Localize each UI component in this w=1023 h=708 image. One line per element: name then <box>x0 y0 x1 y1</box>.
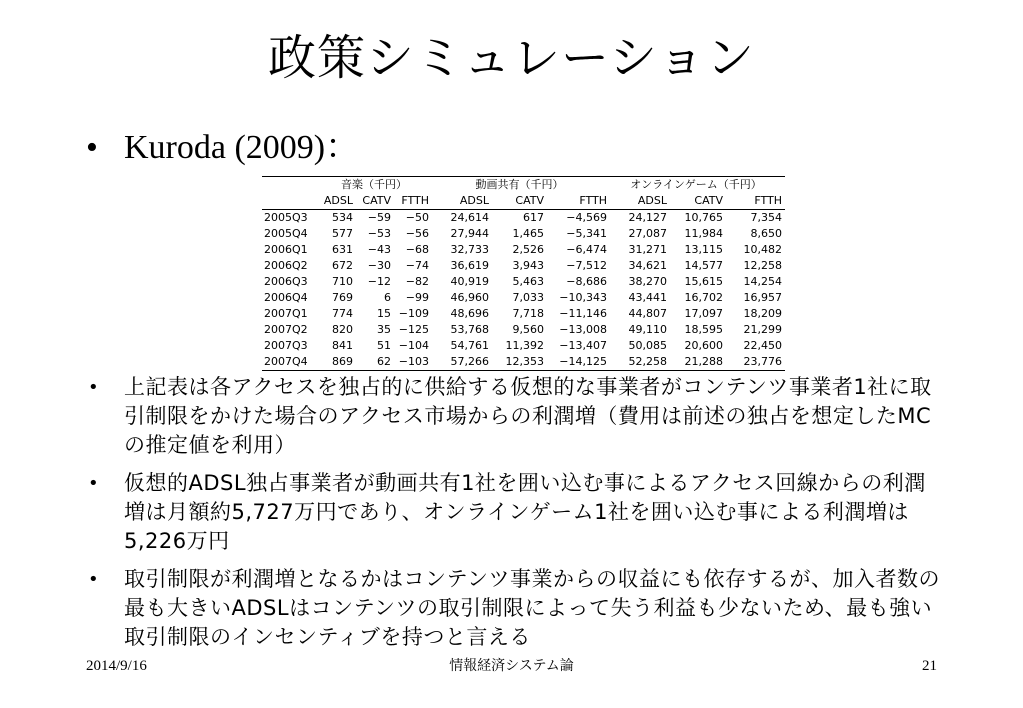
table-cell: 11,392 <box>505 339 544 352</box>
table-cell: 10,482 <box>743 243 782 256</box>
table-cell: −109 <box>398 307 429 320</box>
bullet-dot: • <box>88 569 100 590</box>
table-cell: 7,354 <box>750 211 782 224</box>
table-cell: 7,718 <box>512 307 544 320</box>
table-cell: −103 <box>394 354 432 371</box>
table-cell: 6 <box>384 291 391 304</box>
table-cell: −99 <box>405 291 429 304</box>
table-cell: −50 <box>405 211 429 224</box>
table-cell: −7,512 <box>566 259 607 272</box>
table-row <box>262 322 785 338</box>
table-group-header: オンラインゲーム（千円） <box>610 177 785 194</box>
table-cell: −10,343 <box>559 291 607 304</box>
table-cell: −8,686 <box>566 275 607 288</box>
table-cell: 769 <box>332 291 353 304</box>
table-cell: 22,450 <box>743 339 782 352</box>
footer-date: 2014/9/16 <box>86 658 147 674</box>
table-corner-cell <box>262 193 319 210</box>
table-column-header: FTTH <box>547 193 610 210</box>
table-group-header: 音楽（千円） <box>319 177 432 194</box>
table-column-header-row <box>262 193 785 210</box>
table-row-label: 2006Q1 <box>264 243 308 256</box>
table-cell: −59 <box>367 211 391 224</box>
table-cell: 46,960 <box>450 291 489 304</box>
table-cell: 820 <box>332 323 353 336</box>
table-cell: 27,087 <box>628 227 667 240</box>
table-cell: 43,441 <box>628 291 667 304</box>
table-cell: 38,270 <box>628 275 667 288</box>
table-cell: 54,761 <box>450 339 489 352</box>
table-cell: −14,125 <box>547 354 610 371</box>
table-cell: 53,768 <box>450 323 489 336</box>
table-cell: −11,146 <box>559 307 607 320</box>
table-cell: 50,085 <box>628 339 667 352</box>
table-column-header: ADSL <box>432 193 492 210</box>
table-row-label: 2005Q3 <box>264 211 308 224</box>
table-corner-cell <box>262 177 319 194</box>
table-cell: 841 <box>332 339 353 352</box>
bullet-item <box>86 469 946 556</box>
table-group-header-row <box>262 177 785 194</box>
table-cell: 631 <box>332 243 353 256</box>
table-cell: −56 <box>405 227 429 240</box>
table-row <box>262 210 785 227</box>
table-row <box>262 338 785 354</box>
table-row-label: 2007Q2 <box>264 323 308 336</box>
bullet-dot: • <box>88 377 100 398</box>
table-cell: 9,560 <box>512 323 544 336</box>
table-cell: 869 <box>319 354 356 371</box>
bullet-item <box>86 565 946 652</box>
bullet-item <box>86 373 946 460</box>
table-column-header: ADSL <box>610 193 670 210</box>
table-cell: 534 <box>332 211 353 224</box>
table-cell: 48,696 <box>450 307 489 320</box>
table-column-header: ADSL <box>319 193 356 210</box>
footer-page-number: 21 <box>922 658 937 674</box>
table-cell: 20,600 <box>684 339 723 352</box>
table-cell: 10,765 <box>684 211 723 224</box>
table-cell: 13,115 <box>684 243 723 256</box>
table-row-label: 2007Q3 <box>264 339 308 352</box>
table-cell: −104 <box>398 339 429 352</box>
table-cell: 12,258 <box>743 259 782 272</box>
table-cell: 32,733 <box>450 243 489 256</box>
footer-course-title: 情報経済システム論 <box>449 658 574 674</box>
results-table-grid <box>262 176 785 371</box>
table-cell: −13,407 <box>559 339 607 352</box>
bullet-text: 取引制限が利潤増となるかはコンテンツ事業からの収益にも依存するが、加入者数の最も大きいADSLはコンテンツの取引制限によって失う利益も少ないため、最も強い取引制限のインセンティブを持つと言える <box>124 567 940 649</box>
table-cell: 52,258 <box>610 354 670 371</box>
table-cell: 18,209 <box>743 307 782 320</box>
bullet-text: 上記表は各アクセスを独占的に供給する仮想的な事業者がコンテンツ事業者1社に取引制限をかけた場合のアクセス市場からの利潤増（費用は前述の独占を想定したMCの推定値を利用） <box>124 375 932 457</box>
table-row <box>262 306 785 322</box>
table-cell: 577 <box>332 227 353 240</box>
table-cell: 62 <box>356 354 394 371</box>
table-cell: 7,033 <box>512 291 544 304</box>
table-cell: 34,621 <box>628 259 667 272</box>
table-column-header: FTTH <box>394 193 432 210</box>
slide-title: 政策シミュレーション <box>267 30 756 86</box>
table-column-header: CATV <box>670 193 726 210</box>
table-cell: 21,299 <box>743 323 782 336</box>
table-row <box>262 354 785 371</box>
table-cell: 2,526 <box>512 243 544 256</box>
table-row <box>262 226 785 242</box>
table-cell: 51 <box>377 339 391 352</box>
table-cell: 31,271 <box>628 243 667 256</box>
table-cell: −6,474 <box>566 243 607 256</box>
table-cell: 18,595 <box>684 323 723 336</box>
table-row <box>262 258 785 274</box>
table-cell: 24,127 <box>628 211 667 224</box>
bullet-dot: • <box>86 129 98 166</box>
table-cell: 672 <box>332 259 353 272</box>
table-cell: 14,577 <box>684 259 723 272</box>
main-bullet-text: Kuroda (2009)： <box>124 129 360 166</box>
table-column-header: CATV <box>356 193 394 210</box>
table-row-label: 2006Q3 <box>264 275 308 288</box>
table-column-header: CATV <box>492 193 547 210</box>
table-cell: 3,943 <box>512 259 544 272</box>
table-cell: −43 <box>367 243 391 256</box>
table-cell: 11,984 <box>684 227 723 240</box>
bullet-text: 仮想的ADSL独占事業者が動画共有1社を囲い込む事によるアクセス回線からの利潤増は月額約5,727万円であり、オンラインゲーム1社を囲い込む事による利潤増は5,226万円 <box>124 471 926 553</box>
table-cell: −68 <box>405 243 429 256</box>
table-cell: 40,919 <box>450 275 489 288</box>
table-body <box>262 210 785 371</box>
bullet-dot: • <box>88 473 100 494</box>
table-cell: 774 <box>332 307 353 320</box>
table-cell: 15 <box>377 307 391 320</box>
table-row-label: 2007Q4 <box>262 354 319 371</box>
table-cell: 35 <box>377 323 391 336</box>
table-cell: 8,650 <box>750 227 782 240</box>
main-bullet <box>86 128 359 168</box>
table-cell: 24,614 <box>450 211 489 224</box>
table-group-header: 動画共有（千円） <box>432 177 610 194</box>
table-cell: 36,619 <box>450 259 489 272</box>
table-row <box>262 242 785 258</box>
table-row <box>262 290 785 306</box>
table-row-label: 2007Q1 <box>264 307 308 320</box>
table-cell: −74 <box>405 259 429 272</box>
table-cell: −82 <box>405 275 429 288</box>
table-cell: −5,341 <box>566 227 607 240</box>
bullet-list <box>86 373 946 661</box>
table-cell: 15,615 <box>684 275 723 288</box>
table-cell: 16,702 <box>684 291 723 304</box>
table-row <box>262 274 785 290</box>
table-cell: −13,008 <box>559 323 607 336</box>
table-cell: −125 <box>398 323 429 336</box>
table-cell: 12,353 <box>492 354 547 371</box>
table-cell: 14,254 <box>743 275 782 288</box>
table-row-label: 2006Q2 <box>264 259 308 272</box>
table-cell: 21,288 <box>670 354 726 371</box>
table-cell: 23,776 <box>726 354 785 371</box>
table-cell: −12 <box>367 275 391 288</box>
table-cell: 27,944 <box>450 227 489 240</box>
table-cell: −53 <box>367 227 391 240</box>
table-row-label: 2006Q4 <box>264 291 308 304</box>
table-cell: 1,465 <box>512 227 544 240</box>
table-cell: 16,957 <box>743 291 782 304</box>
table-cell: 17,097 <box>684 307 723 320</box>
table-cell: 617 <box>523 211 544 224</box>
table-column-header: FTTH <box>726 193 785 210</box>
table-cell: −30 <box>367 259 391 272</box>
results-table <box>262 176 785 371</box>
table-cell: 49,110 <box>628 323 667 336</box>
table-cell: 710 <box>332 275 353 288</box>
table-row-label: 2005Q4 <box>264 227 308 240</box>
table-cell: −4,569 <box>566 211 607 224</box>
table-cell: 44,807 <box>628 307 667 320</box>
table-cell: 5,463 <box>512 275 544 288</box>
table-cell: 57,266 <box>432 354 492 371</box>
